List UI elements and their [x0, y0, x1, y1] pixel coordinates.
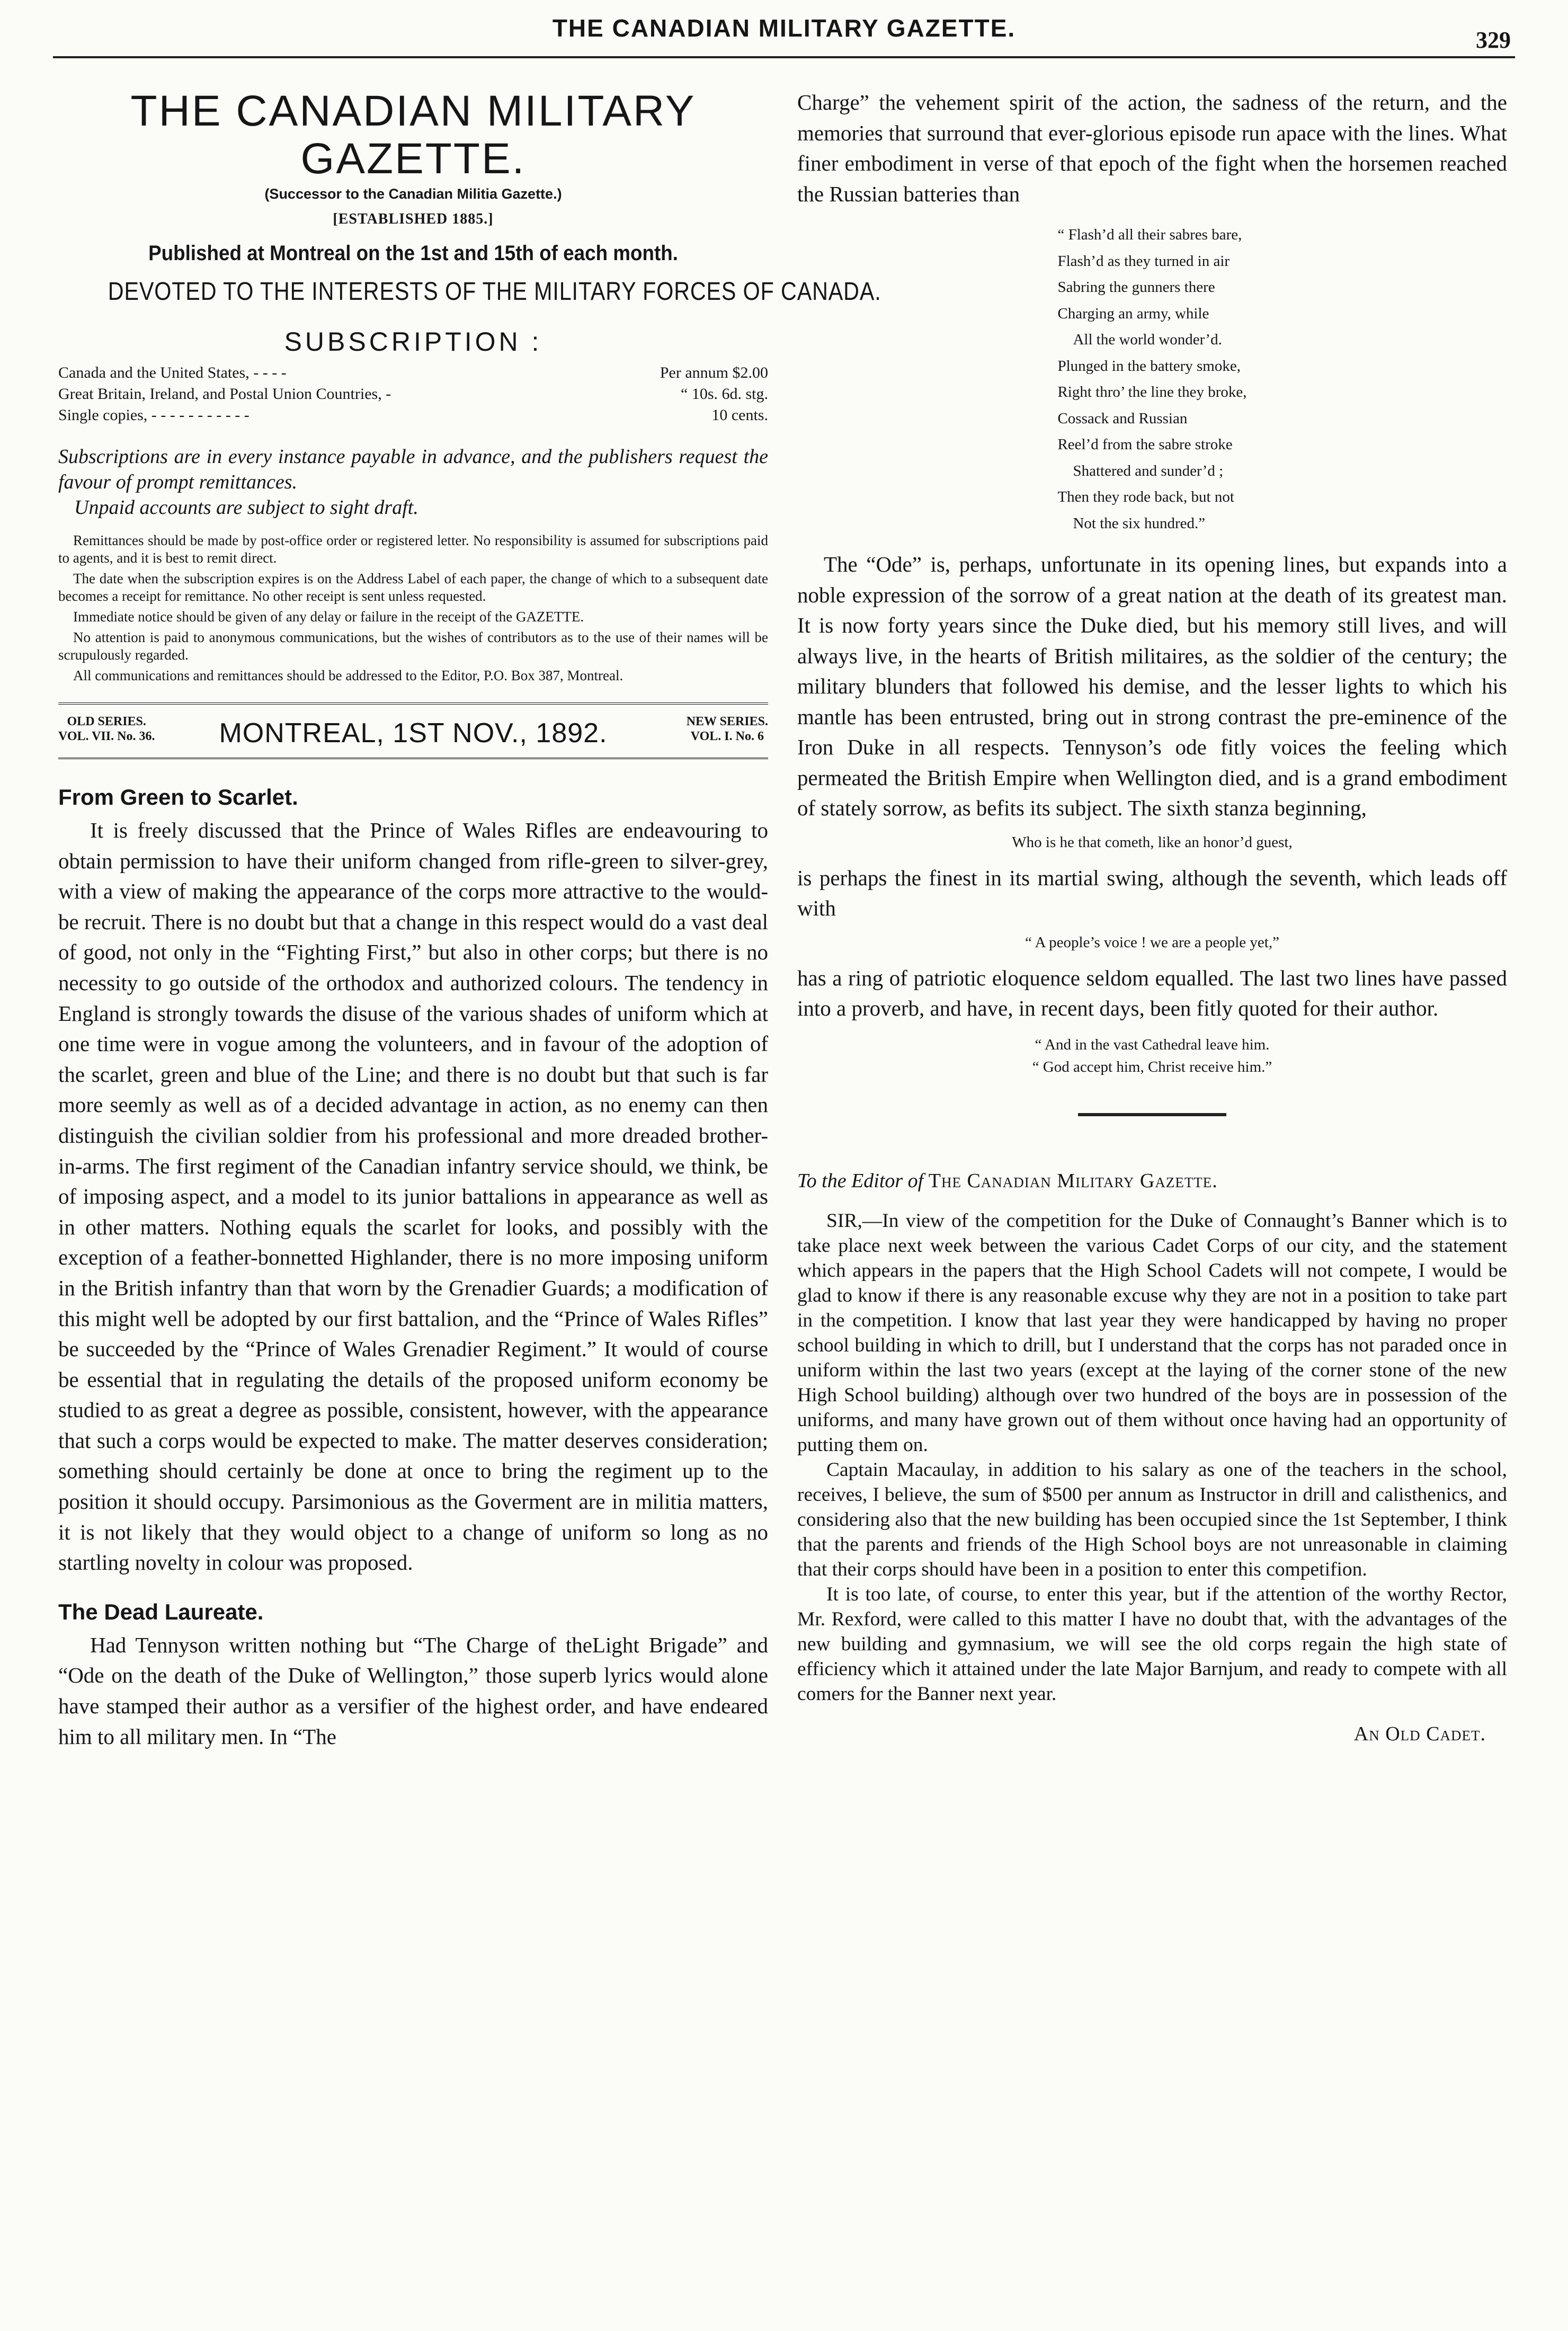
article-body-dead-laureate-proverb: has a ring of patriotic eloquence seldom equalled. The last two lines have passed into a proverb, and have, in recent days, been fitly quoted for their author.: [797, 965, 1507, 1020]
letter-heading: [797, 1169, 1507, 1193]
rate-label: Canada and the United States, - - - -: [58, 364, 287, 381]
right-column: [797, 87, 1507, 1746]
masthead-successor: (Successor to the Canadian Militia Gazette.): [264, 186, 562, 202]
subscription-heading: SUBSCRIPTION :: [284, 327, 542, 357]
rate-label: Great Britain, Ireland, and Postal Union Countries, -: [58, 385, 391, 403]
poem-line: Flash’d as they turned in air: [1057, 252, 1230, 270]
notice-paragraph: Immediate notice should be given of any delay or failure in the receipt of the GAZETTE.: [73, 609, 584, 625]
letter-signature: An Old Cadet.: [1353, 1722, 1486, 1745]
rate-label: Single copies, - - - - - - - - - - -: [58, 406, 250, 424]
header-rule: [53, 56, 1515, 58]
letter-heading-prefix: To the Editor of: [797, 1169, 924, 1192]
rate-price: “ 10s. 6d. stg.: [681, 385, 768, 403]
article-body-dead-laureate-ode: The “Ode” is, perhaps, unfortunate in its opening lines, but expands into a noble expression of the sorrow of a great nation at the death of its greatest man. It is now forty years since the Duke died, but his memory still lives, and will always live, in the hearts of British militaires, as the soldier of the century; the military blunders that followed his demise, and the lesser lights to which his mantle has been entrusted, bring out in strong contrast the pre-eminence of the Iron Duke in all respects. Tennyson’s ode fitly voices the feeling which permeated the British Empire when Wellington died, and is a grand embodiment of stately sorrow, as befits its subject. The sixth stanza beginning,: [797, 552, 1507, 820]
new-series: [687, 714, 768, 744]
page-number: 329: [1476, 27, 1511, 53]
poem-line: Sabring the gunners there: [1057, 279, 1215, 296]
notice-paragraph: No attention is paid to anonymous communications, but the wishes of contributors as to the use of their names will be scrupulously regarded.: [58, 629, 768, 663]
letter-paragraph: Captain Macaulay, in addition to his salary as one of the teachers in the school, receives, I believe, the sum of $500 per annum as Instructor in drill and calisthenics, and considering also that the new building has been occupied since the 1st September, I think that the parents and friends of the High School boys are not unreasonable in claiming that their corps should have been in a position to enter this competifion.: [797, 1458, 1507, 1580]
article-body-dead-laureate-continued: Charge” the vehement spirit of the action, the sadness of the return, and the memories that surround that ever-glorious episode run apace with the lines. What finer embodiment in verse of that epoch of the fight when the horsemen reached the Russian batteries than: [797, 90, 1507, 206]
article-body-dead-laureate: Had Tennyson written nothing but “The Charge of theLight Brigade” and “Ode on the death of the Duke of Wellington,” those superb lyrics would alone have stamped their author as a versifier of the highest order, and have endeared him to all military men. In “The: [58, 1632, 768, 1749]
poem-line: Plunged in the battery smoke,: [1057, 357, 1241, 375]
poem-line: Then they rode back, but not: [1057, 488, 1234, 505]
rate-price: 10 cents.: [711, 406, 768, 424]
subscription-notices: [58, 532, 768, 684]
notice-paragraph: All communications and remittances should be addressed to the Editor, P.O. Box 387, Montreal.: [73, 668, 623, 683]
new-series-label: NEW SERIES.: [686, 715, 768, 728]
letter-heading-paper: The Canadian Military Gazette.: [928, 1169, 1218, 1192]
quote-line: “ God accept him, Christ receive him.”: [1032, 1058, 1272, 1075]
quote-seventh-stanza: “ A people’s voice ! we are a people yet,”: [1025, 933, 1279, 951]
article-body-dead-laureate-seventh: is perhaps the finest in its martial swing, although the seventh, which leads off with: [797, 865, 1507, 920]
masthead-devoted: DEVOTED TO THE INTERESTS OF THE MILITARY FORCES OF CANADA.: [108, 278, 881, 306]
poem-line: Cossack and Russian: [1057, 410, 1188, 427]
notice-paragraph: The date when the subscription expires is on the Address Label of each paper, the change of which to a subsequent date becomes a receipt for remittance. No other receipt is sent unless requested.: [58, 571, 768, 604]
poem-line: Right thro’ the line they broke,: [1057, 384, 1247, 401]
letter-to-editor: [797, 1208, 1507, 1706]
section-divider: [1078, 1113, 1226, 1116]
subscription-note: Unpaid accounts are subject to sight draft.: [74, 496, 418, 519]
quote-closing-lines: [797, 1034, 1507, 1078]
masthead: [58, 87, 881, 306]
letter-paragraph: SIR,—In view of the competition for the Duke of Connaught’s Banner which is to take place next week between the various Cadet Corps of our city, and the statement which appears in the papers that the High School Cadets will not compete, I would be glad to know if there is any reasonable excuse why they are not in a position to take part in the competition. I know that last year they were handicapped by having no proper school building in which to drill, but I understand that the corps has not paraded once in uniform within the last two years (except at the laying of the corner stone of the new High School building) although over two hundred of the boys are in possession of the uniforms, and many have grown out of them without once having had an opportunity of putting them on.: [797, 1209, 1507, 1456]
poem-line: Shattered and sunder’d ;: [1057, 462, 1224, 479]
article-title-green-to-scarlet: From Green to Scarlet.: [58, 785, 298, 809]
dateline: [58, 702, 768, 759]
subscription-terms: [58, 444, 768, 520]
poem-line: “ Flash’d all their sabres bare,: [1057, 226, 1242, 243]
page-header: [53, 10, 1515, 52]
poem-quotation: [797, 222, 1507, 537]
rate-row: [58, 384, 768, 405]
poem-line: Charging an army, while: [1057, 305, 1209, 322]
issue-date: MONTREAL, 1ST NOV., 1892.: [219, 718, 608, 749]
article-body-green-to-scarlet: It is freely discussed that the Prince of Wales Rifles are endeavouring to obtain permission to have their uniform changed from rifle-green to silver-grey, with a view of making the appearance of the corps more attractive to the would-be recruit. There is no doubt but that a change in this respect would do a vast deal of good, not only in the “Fighting First,” but also in other corps; but there is no necessity to go outside of the orthodox and authorized colours. The tendency in England is strongly towards the disuse of the various shades of uniform which at one time were in vogue among the volunteers, and in favour of the adoption of the scarlet, green and blue of the Line; and there is no doubt but that such is far more seemly as well as of a decided advantage in action, as no enemy can then distinguish the civilian soldier from his professional and more dreaded brother-in-arms. The first regiment of the Canadian infantry service should, we think, be of imposing aspect, and a model to its junior battalions in appearance as well as in other matters. Nothing equals the scarlet for looks, and possibly with the exception of a feather-bonnetted Highlander, there is no more imposing uniform in the British infantry than that worn by the Grenadier Guards; a modification of this might well be adopted by our first battalion, and the “Prince of Wales Rifles” be succeeded by the “Prince of Wales Grenadier Regiment.” It would of course be essential that in regulating the details of the proposed uniform economy be studied to as great a degree as possible, consistent, however, with the appearance that such a corps would be expected to make. The matter deserves consideration; something should certainly be done at once to bring the regiment up to the position it should occupy. Parsimonious as the Goverment are in militia matters, it is not likely that they would object to a change of uniform so long as no startling novelty in colour was proposed.: [58, 818, 768, 1575]
article-title-dead-laureate: The Dead Laureate.: [58, 1599, 264, 1624]
old-series-label: OLD SERIES.: [67, 715, 146, 728]
poem-lines: [1057, 222, 1246, 537]
running-head: THE CANADIAN MILITARY GAZETTE.: [552, 14, 1016, 42]
masthead-published: Published at Montreal on the 1st and 15th of each month.: [148, 242, 678, 265]
masthead-established: [ESTABLISHED 1885.]: [333, 211, 494, 227]
poem-line: Not the six hundred.”: [1057, 514, 1206, 532]
poem-line: All the world wonder’d.: [1057, 331, 1222, 348]
quote-sixth-stanza: Who is he that cometh, like an honor’d guest,: [1012, 833, 1293, 851]
quote-line: “ And in the vast Cathedral leave him.: [1035, 1036, 1270, 1053]
masthead-title: THE CANADIAN MILITARY GAZETTE.: [130, 87, 696, 183]
subscription-rates: [58, 362, 768, 426]
new-series-volume: VOL. I. No. 6: [690, 729, 764, 743]
rate-price: Per annum $2.00: [660, 364, 768, 381]
poem-line: Reel’d from the sabre stroke: [1057, 436, 1233, 453]
subscription-note: Subscriptions are in every instance payable in advance, and the publishers request the favour of prompt remittances.: [58, 446, 768, 493]
letter-paragraph: It is too late, of course, to enter this year, but if the attention of the worthy Rector, Mr. Rexford, were called to this matter I have no doubt that, with the advantages of the new building and gymnasium, we will see the old corps regain the high state of efficiency which it attained under the late Major Barnjum, and ready to compete with all comers for the Banner next year.: [797, 1583, 1507, 1705]
rate-row: [58, 362, 768, 384]
old-series-volume: VOL. VII. No. 36.: [58, 729, 155, 743]
notice-paragraph: Remittances should be made by post-office order or registered letter. No responsibility is assumed for subscriptions paid to agents, and it is best to remit direct.: [58, 532, 768, 566]
rate-row: [58, 405, 768, 426]
